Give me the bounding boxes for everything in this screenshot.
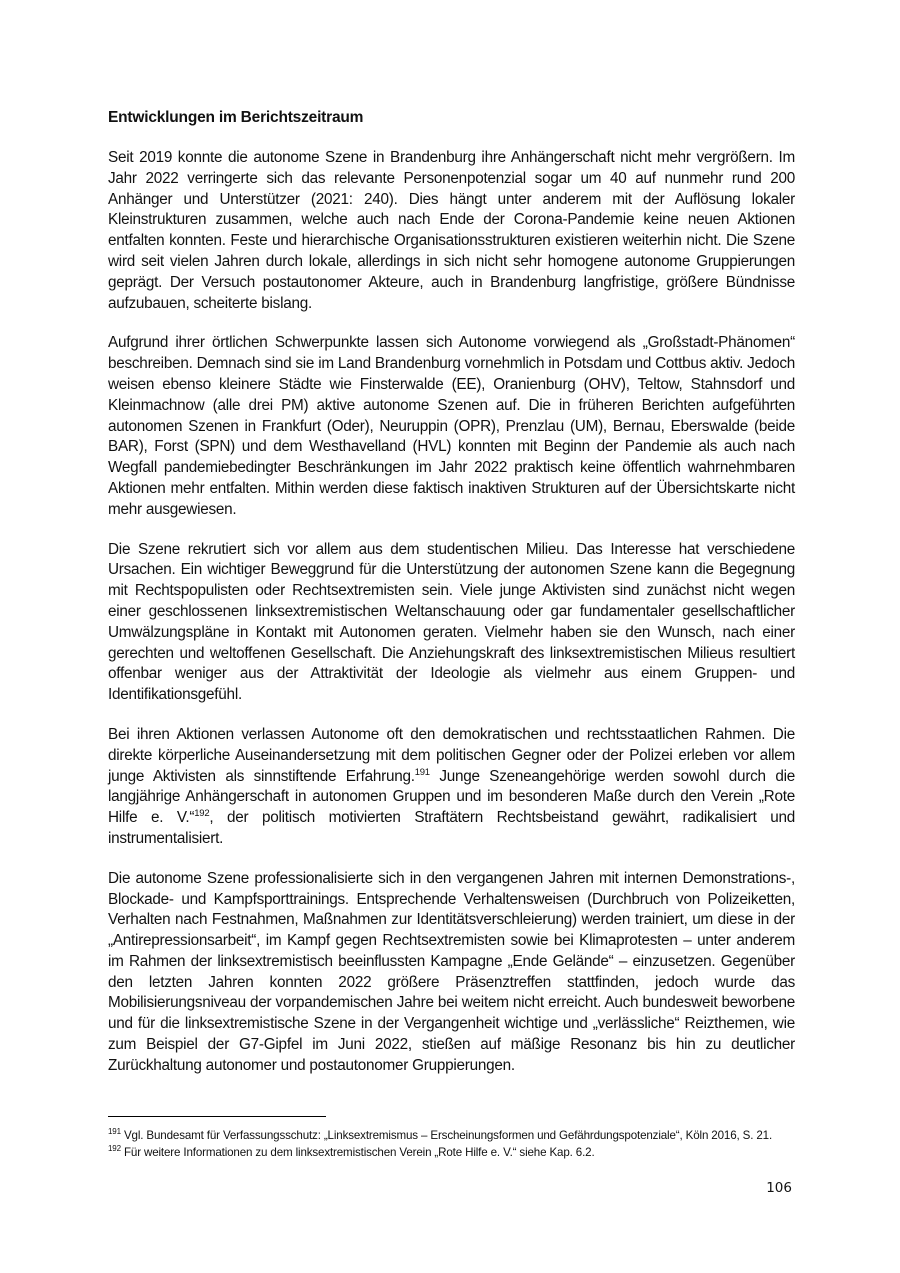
page-number: 106 <box>766 1180 792 1196</box>
paragraph-1: Seit 2019 konnte die autonome Szene in Brandenburg ihre Anhängerschaft nicht mehr vergrößern. Im Jahr 2022 verringerte sich das relevante Personenpotenzial sogar um 40 auf nunmehr rund 200 Anhänger und Unterstützer (2021: 240). Dies hängt unter anderem mit der Auflösung lokaler Kleinstrukturen zusammen, welche auch nach Ende der Corona-Pandemie keine neuen Aktionen entfalten konnten. Feste und hierarchische Organisationsstrukturen existieren weiterhin nicht. Die Szene wird seit vielen Jahren durch lokale, allerdings in sich nicht sehr homogene autonome Gruppierungen geprägt. Der Versuch postautonomer Akteure, auch in Brandenburg langfristige, größere Bündnisse aufzubauen, scheiterte bislang. <box>108 149 795 312</box>
body-text <box>108 148 795 1096</box>
paragraph-4-part-a: Bei ihren Aktionen verlassen Autonome oft den demokratischen und rechtsstaatlichen Rahmen. Die direkte körperliche Auseinandersetzung mit dem politischen Gegner oder der Polizei erleben vor allem junge Aktivisten als sinnstiftende Erfahrung. <box>108 725 795 785</box>
footnotes <box>108 1128 798 1161</box>
paragraph-5: Die autonome Szene professionalisierte sich in den vergangenen Jahren mit internen Demonstrations-, Blockade- und Kampfsporttrainings. Entsprechende Verhaltensweisen (Durchbruch von Polizeiketten, Verhalten nach Festnahmen, Maßnahmen zur Identitätsverschleierung) werden trainiert, um diese in der „Antirepressionsarbeit“, im Kampf gegen Rechtsextremisten sowie bei Klimaprotesten – unter anderem im Rahmen der linksextremistisch beeinflussten Kampagne „Ende Gelände“ – einzusetzen. Gegenüber den letzten Jahren konnten 2022 größere Präsenztreffen stattfinden, jedoch wurde das Mobilisierungsniveau der vorpandemischen Jahre bei weitem nicht erreicht. Auch bundesweit beworbene und für die linksextremistische Szene in der Vergangenheit wichtige und „verlässliche“ Reizthemen, wie zum Beispiel der G7-Gipfel im Juni 2022, stießen auf mäßige Resonanz bis hin zu deutlicher Zurückhaltung autonomer und postautonomer Gruppierungen. <box>108 869 795 1074</box>
paragraph-2: Aufgrund ihrer örtlichen Schwerpunkte lassen sich Autonome vorwiegend als „Großstadt-Phänomen“ beschreiben. Demnach sind sie im Land Brandenburg vornehmlich in Potsdam und Cottbus aktiv. Jedoch weisen ebenso kleinere Städte wie Finsterwalde (EE), Oranienburg (OHV), Teltow, Stahnsdorf und Kleinmachnow (alle drei PM) aktive autonome Szenen auf. Die in früheren Berichten aufgeführten autonomen Szenen in Frankfurt (Oder), Neuruppin (OPR), Prenzlau (UM), Bernau, Eberswalde (beide BAR), Forst (SPN) und dem Westhavelland (HVL) konnten mit Beginn der Pandemie als auch nach Wegfall pandemiebedingter Beschränkungen im Jahr 2022 praktisch keine öffentlich wahrnehmbaren Aktionen mehr entfalten. Mithin werden diese faktisch inaktiven Strukturen auf der Übersichtskarte nicht mehr ausgewiesen. <box>108 334 795 518</box>
footnote-number: 191 <box>108 1127 121 1137</box>
paragraph-4-part-b: Junge Szeneangehörige werden sowohl durch die langjährige Anhängerschaft in autonomen Gruppen und im besonderen Maße durch den Verein „Rote Hilfe e. V.“ <box>108 767 795 827</box>
footnote-number: 192 <box>108 1143 121 1153</box>
footnote-ref-192[interactable]: 192 <box>194 808 210 820</box>
paragraph-4-part-c: , der politisch motivierten Straftätern Rechtsbeistand gewährt, radikalisiert und instrumentalisiert. <box>108 809 795 847</box>
footnote-192 <box>108 1145 798 1161</box>
footnote-191 <box>108 1128 798 1144</box>
footnote-ref-191[interactable]: 191 <box>414 766 430 778</box>
footnote-text: Vgl. Bundesamt für Verfassungsschutz: „Linksextremismus – Erscheinungsformen und Gefährdungspotenziale“, Köln 2016, S. 21. <box>120 1129 773 1142</box>
section-heading: Entwicklungen im Berichtszeitraum <box>108 109 364 126</box>
footnote-separator <box>108 1116 326 1117</box>
paragraph-4 <box>108 725 795 850</box>
paragraph-3: Die Szene rekrutiert sich vor allem aus dem studentischen Milieu. Das Interesse hat verschiedene Ursachen. Ein wichtiger Beweggrund für die Unterstützung der autonomen Szene kann die Begegnung mit Rechtspopulisten oder Rechtsextremisten sein. Viele junge Aktivisten sind zunächst nicht wegen einer geschlossenen linksextremistischen Weltanschauung oder gar fundamentaler gesellschaftlicher Umwälzungspläne in Kontakt mit Autonomen geraten. Vielmehr haben sie den Wunsch, nach einer gerechten und weltoffenen Gesellschaft. Die Anziehungskraft des linksextremistischen Milieus resultiert offenbar weniger aus der Attraktivität der Ideologie als vielmehr aus einem Gruppen- und Identifikationsgefühl. <box>108 540 795 704</box>
footnote-text: Für weitere Informationen zu dem linksextremistischen Verein „Rote Hilfe e. V.“ siehe Kap. 6.2. <box>120 1145 595 1159</box>
